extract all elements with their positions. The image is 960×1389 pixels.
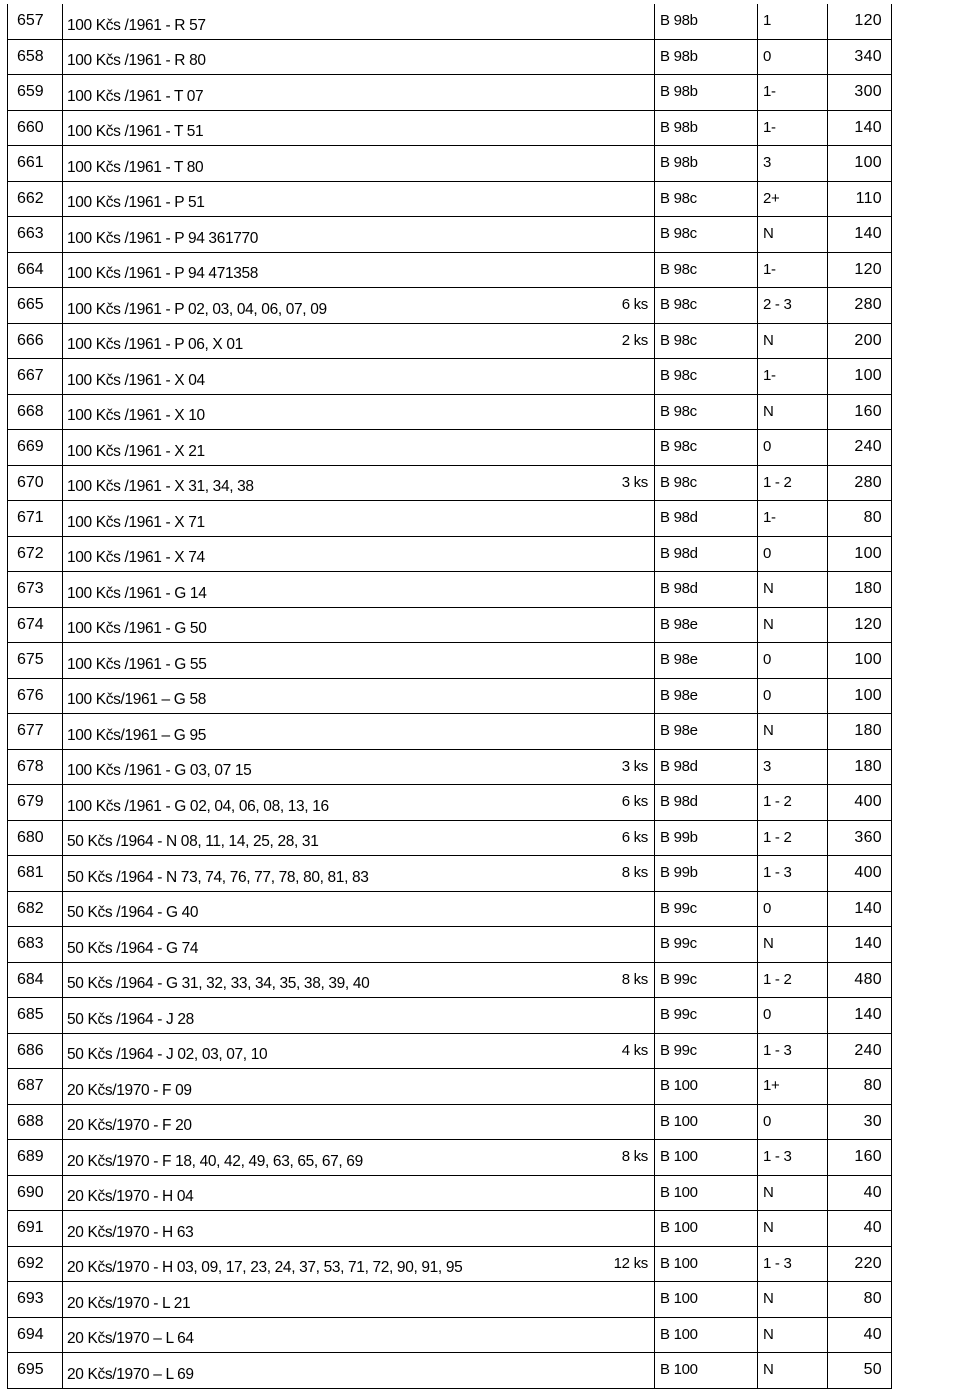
- lot-number: 695: [8, 1353, 63, 1388]
- table-row: [8, 750, 891, 786]
- catalog-number: B 99c: [654, 963, 757, 998]
- starting-price: 360: [827, 821, 891, 856]
- lot-number: 662: [8, 182, 63, 217]
- starting-price: 280: [827, 466, 891, 501]
- condition-grade: 1 - 2: [757, 466, 827, 501]
- catalog-number: B 98d: [654, 537, 757, 572]
- lot-number: 681: [8, 856, 63, 891]
- starting-price: 80: [827, 1282, 891, 1317]
- item-description: 100 Kčs /1961 - X 04: [67, 371, 205, 389]
- catalog-number: B 99c: [654, 998, 757, 1033]
- item-description: 100 Kčs /1961 - X 10: [67, 407, 205, 424]
- condition-grade: 1 - 3: [757, 1034, 827, 1069]
- condition-grade: 0: [757, 643, 827, 678]
- condition-grade: 0: [757, 998, 827, 1033]
- table-row: [8, 324, 891, 360]
- quantity: [590, 501, 654, 536]
- table-row: [8, 395, 891, 431]
- lot-number: 678: [8, 750, 63, 785]
- item-description: 100 Kčs /1961 - X 71: [67, 513, 205, 531]
- catalog-number: B 98d: [654, 572, 757, 607]
- table-row: [8, 608, 891, 644]
- condition-grade: 0: [757, 1105, 827, 1140]
- item-description: 20 Kčs/1970 - H 04: [67, 1188, 194, 1205]
- starting-price: 180: [827, 572, 891, 607]
- item-description: 100 Kčs /1961 - T 51: [67, 123, 204, 140]
- quantity: 2 ks: [621, 331, 648, 349]
- quantity: 8 ks: [621, 970, 648, 988]
- catalog-number: B 98b: [654, 4, 757, 39]
- quantity: 12 ks: [613, 1254, 648, 1272]
- condition-grade: N: [757, 395, 827, 430]
- starting-price: 120: [827, 253, 891, 288]
- table-row: [8, 1069, 891, 1105]
- quantity: [590, 679, 654, 714]
- table-row: [8, 1176, 891, 1212]
- lot-number: 682: [8, 892, 63, 927]
- catalog-number: B 98c: [654, 253, 757, 288]
- quantity: [590, 182, 654, 217]
- catalog-number: B 98e: [654, 679, 757, 714]
- quantity: [590, 892, 654, 927]
- condition-grade: 1 - 2: [757, 785, 827, 820]
- quantity: [590, 998, 654, 1033]
- starting-price: 340: [827, 40, 891, 75]
- starting-price: 80: [827, 1069, 891, 1104]
- condition-grade: N: [757, 324, 827, 359]
- condition-grade: 1 - 2: [757, 821, 827, 856]
- table-row: [8, 927, 891, 963]
- starting-price: 120: [827, 4, 891, 39]
- catalog-number: B 100: [654, 1353, 757, 1388]
- table-row: [8, 288, 891, 324]
- lot-number: 673: [8, 572, 63, 607]
- starting-price: 40: [827, 1211, 891, 1246]
- item-description: 20 Kčs/1970 - L 21: [67, 1294, 191, 1312]
- table-row: [8, 679, 891, 715]
- catalog-number: B 100: [654, 1176, 757, 1211]
- condition-grade: N: [757, 217, 827, 252]
- condition-grade: 1: [757, 4, 827, 39]
- starting-price: 240: [827, 430, 891, 465]
- quantity: [590, 4, 654, 39]
- item-description: 100 Kčs /1961 - G 50: [67, 620, 207, 637]
- table-row: [8, 1211, 891, 1247]
- lot-number: 684: [8, 963, 63, 998]
- item-description: 100 Kčs /1961 - P 51: [67, 194, 205, 211]
- starting-price: 140: [827, 111, 891, 146]
- item-description: 100 Kčs /1961 - X 31, 34, 38: [67, 478, 254, 495]
- item-description: 100 Kčs/1961 – G 95: [67, 726, 206, 744]
- lot-number: 686: [8, 1034, 63, 1069]
- catalog-number: B 98d: [654, 501, 757, 536]
- lot-number: 674: [8, 608, 63, 643]
- condition-grade: 1-: [757, 253, 827, 288]
- starting-price: 240: [827, 1034, 891, 1069]
- table-row: [8, 1140, 891, 1176]
- starting-price: 180: [827, 714, 891, 749]
- item-description: 100 Kčs /1961 - T 07: [67, 87, 204, 105]
- table-row: [8, 359, 891, 395]
- quantity: [590, 1318, 654, 1353]
- lot-number: 688: [8, 1105, 63, 1140]
- starting-price: 300: [827, 75, 891, 110]
- quantity: 3 ks: [621, 757, 648, 775]
- starting-price: 80: [827, 501, 891, 536]
- table-row: [8, 892, 891, 928]
- lot-number: 679: [8, 785, 63, 820]
- quantity: [590, 75, 654, 110]
- table-row: [8, 1318, 891, 1354]
- lot-number: 661: [8, 146, 63, 181]
- quantity: 6 ks: [621, 793, 648, 810]
- table-row: [8, 146, 891, 182]
- table-row: [8, 963, 891, 999]
- starting-price: 200: [827, 324, 891, 359]
- item-description: 100 Kčs /1961 - P 94 471358: [67, 265, 259, 282]
- item-description: 50 Kčs /1964 - J 02, 03, 07, 10: [67, 1046, 268, 1063]
- lot-number: 685: [8, 998, 63, 1033]
- quantity: 6 ks: [621, 296, 648, 313]
- condition-grade: N: [757, 1211, 827, 1246]
- starting-price: 50: [827, 1353, 891, 1388]
- condition-grade: N: [757, 714, 827, 749]
- item-description: 100 Kčs /1961 - G 03, 07 15: [67, 762, 252, 779]
- table-row: [8, 714, 891, 750]
- starting-price: 100: [827, 537, 891, 572]
- item-description: 50 Kčs /1964 - G 31, 32, 33, 34, 35, 38, 39, 40: [67, 975, 370, 992]
- item-description: 50 Kčs /1964 - G 74: [67, 939, 199, 957]
- item-description: 20 Kčs/1970 - F 09: [67, 1081, 192, 1099]
- lot-number: 671: [8, 501, 63, 536]
- catalog-number: B 98d: [654, 785, 757, 820]
- catalog-number: B 98c: [654, 324, 757, 359]
- lot-number: 658: [8, 40, 63, 75]
- starting-price: 140: [827, 927, 891, 962]
- condition-grade: 0: [757, 40, 827, 75]
- lot-number: 666: [8, 324, 63, 359]
- item-description: 100 Kčs /1961 - G 55: [67, 655, 207, 673]
- item-description: 100 Kčs /1961 - P 94 361770: [67, 229, 259, 247]
- catalog-number: B 100: [654, 1211, 757, 1246]
- quantity: [590, 927, 654, 962]
- lot-number: 692: [8, 1247, 63, 1282]
- catalog-number: B 99c: [654, 892, 757, 927]
- starting-price: 110: [827, 182, 891, 217]
- condition-grade: 1-: [757, 75, 827, 110]
- banknote-auction-table: [7, 4, 892, 1389]
- starting-price: 220: [827, 1247, 891, 1282]
- lot-number: 690: [8, 1176, 63, 1211]
- condition-grade: 1 - 2: [757, 963, 827, 998]
- table-row: [8, 4, 891, 40]
- starting-price: 400: [827, 785, 891, 820]
- table-row: [8, 572, 891, 608]
- starting-price: 120: [827, 608, 891, 643]
- table-row: [8, 217, 891, 253]
- catalog-number: B 98e: [654, 643, 757, 678]
- quantity: [590, 643, 654, 678]
- quantity: 8 ks: [621, 1148, 648, 1165]
- catalog-number: B 98b: [654, 75, 757, 110]
- starting-price: 140: [827, 998, 891, 1033]
- starting-price: 40: [827, 1176, 891, 1211]
- item-description: 100 Kčs /1961 - P 02, 03, 04, 06, 07, 09: [67, 300, 327, 318]
- lot-number: 672: [8, 537, 63, 572]
- table-row: [8, 821, 891, 857]
- condition-grade: 1 - 3: [757, 1140, 827, 1175]
- catalog-number: B 100: [654, 1247, 757, 1282]
- quantity: [590, 608, 654, 643]
- condition-grade: 2 - 3: [757, 288, 827, 323]
- condition-grade: N: [757, 1176, 827, 1211]
- table-row: [8, 1282, 891, 1318]
- lot-number: 683: [8, 927, 63, 962]
- lot-number: 670: [8, 466, 63, 501]
- quantity: [590, 1176, 654, 1211]
- quantity: 3 ks: [621, 473, 648, 491]
- condition-grade: N: [757, 1282, 827, 1317]
- lot-number: 693: [8, 1282, 63, 1317]
- condition-grade: 1-: [757, 111, 827, 146]
- starting-price: 100: [827, 679, 891, 714]
- catalog-number: B 100: [654, 1318, 757, 1353]
- starting-price: 140: [827, 892, 891, 927]
- lot-number: 659: [8, 75, 63, 110]
- catalog-number: B 98d: [654, 750, 757, 785]
- condition-grade: 0: [757, 537, 827, 572]
- item-description: 50 Kčs /1964 - N 08, 11, 14, 25, 28, 31: [67, 833, 319, 850]
- condition-grade: N: [757, 608, 827, 643]
- starting-price: 140: [827, 217, 891, 252]
- quantity: [590, 1282, 654, 1317]
- quantity: [590, 430, 654, 465]
- item-description: 100 Kčs /1961 - R 57: [67, 16, 206, 34]
- starting-price: 180: [827, 750, 891, 785]
- starting-price: 400: [827, 856, 891, 891]
- item-description: 20 Kčs/1970 - F 20: [67, 1117, 192, 1134]
- lot-number: 665: [8, 288, 63, 323]
- condition-grade: 1-: [757, 501, 827, 536]
- catalog-number: B 98b: [654, 146, 757, 181]
- lot-number: 664: [8, 253, 63, 288]
- lot-number: 675: [8, 643, 63, 678]
- quantity: [590, 395, 654, 430]
- quantity: 6 ks: [621, 828, 648, 846]
- catalog-number: B 98b: [654, 111, 757, 146]
- condition-grade: 1 - 3: [757, 856, 827, 891]
- item-description: 20 Kčs/1970 - H 03, 09, 17, 23, 24, 37, 53, 71, 72, 90, 91, 95: [67, 1259, 463, 1276]
- quantity: [590, 1353, 654, 1388]
- lot-number: 677: [8, 714, 63, 749]
- item-description: 20 Kčs/1970 - H 63: [67, 1223, 194, 1241]
- table-row: [8, 1105, 891, 1141]
- catalog-number: B 100: [654, 1140, 757, 1175]
- catalog-number: B 98e: [654, 608, 757, 643]
- quantity: [590, 714, 654, 749]
- starting-price: 40: [827, 1318, 891, 1353]
- item-description: 100 Kčs/1961 – G 58: [67, 691, 206, 708]
- condition-grade: N: [757, 927, 827, 962]
- catalog-number: B 99c: [654, 1034, 757, 1069]
- quantity: [590, 537, 654, 572]
- starting-price: 480: [827, 963, 891, 998]
- catalog-number: B 98c: [654, 217, 757, 252]
- table-row: [8, 111, 891, 147]
- quantity: [590, 1211, 654, 1246]
- starting-price: 280: [827, 288, 891, 323]
- item-description: 100 Kčs /1961 - X 21: [67, 442, 205, 460]
- starting-price: 100: [827, 146, 891, 181]
- item-description: 100 Kčs /1961 - X 74: [67, 549, 205, 566]
- condition-grade: N: [757, 1353, 827, 1388]
- table-row: [8, 537, 891, 573]
- quantity: [590, 1105, 654, 1140]
- table-row: [8, 466, 891, 502]
- catalog-number: B 98c: [654, 466, 757, 501]
- starting-price: 160: [827, 1140, 891, 1175]
- item-description: 100 Kčs /1961 - R 80: [67, 52, 206, 69]
- lot-number: 660: [8, 111, 63, 146]
- quantity: 8 ks: [621, 864, 648, 881]
- quantity: 4 ks: [621, 1041, 648, 1059]
- table-row: [8, 1353, 891, 1389]
- quantity: [590, 217, 654, 252]
- starting-price: 100: [827, 359, 891, 394]
- lot-number: 687: [8, 1069, 63, 1104]
- lot-number: 680: [8, 821, 63, 856]
- item-description: 100 Kčs /1961 - P 06, X 01: [67, 336, 243, 353]
- table-row: [8, 643, 891, 679]
- catalog-number: B 99c: [654, 927, 757, 962]
- catalog-number: B 98c: [654, 395, 757, 430]
- quantity: [590, 253, 654, 288]
- quantity: [590, 359, 654, 394]
- item-description: 20 Kčs/1970 - F 18, 40, 42, 49, 63, 65, 67, 69: [67, 1152, 363, 1170]
- condition-grade: 0: [757, 430, 827, 465]
- lot-number: 694: [8, 1318, 63, 1353]
- table-row: [8, 253, 891, 289]
- catalog-number: B 99b: [654, 821, 757, 856]
- item-description: 20 Kčs/1970 – L 69: [67, 1365, 194, 1383]
- item-description: 50 Kčs /1964 - J 28: [67, 1010, 194, 1028]
- catalog-number: B 98c: [654, 430, 757, 465]
- catalog-number: B 98c: [654, 359, 757, 394]
- quantity: [590, 40, 654, 75]
- table-row: [8, 40, 891, 76]
- condition-grade: 0: [757, 892, 827, 927]
- starting-price: 160: [827, 395, 891, 430]
- lot-number: 667: [8, 359, 63, 394]
- condition-grade: 3: [757, 750, 827, 785]
- item-description: 20 Kčs/1970 – L 64: [67, 1330, 194, 1347]
- lot-number: 669: [8, 430, 63, 465]
- lot-number: 657: [8, 4, 63, 39]
- table-row: [8, 1034, 891, 1070]
- item-description: 50 Kčs /1964 - G 40: [67, 904, 199, 921]
- condition-grade: 1+: [757, 1069, 827, 1104]
- table-row: [8, 430, 891, 466]
- catalog-number: B 98e: [654, 714, 757, 749]
- condition-grade: 3: [757, 146, 827, 181]
- condition-grade: N: [757, 1318, 827, 1353]
- catalog-number: B 100: [654, 1069, 757, 1104]
- lot-number: 663: [8, 217, 63, 252]
- table-row: [8, 998, 891, 1034]
- catalog-number: B 100: [654, 1282, 757, 1317]
- quantity: [590, 1069, 654, 1104]
- condition-grade: N: [757, 572, 827, 607]
- starting-price: 100: [827, 643, 891, 678]
- catalog-number: B 98c: [654, 288, 757, 323]
- condition-grade: 0: [757, 679, 827, 714]
- table-row: [8, 75, 891, 111]
- catalog-number: B 98c: [654, 182, 757, 217]
- table-row: [8, 1247, 891, 1283]
- lot-number: 689: [8, 1140, 63, 1175]
- item-description: 100 Kčs /1961 - G 02, 04, 06, 08, 13, 16: [67, 797, 329, 815]
- condition-grade: 2+: [757, 182, 827, 217]
- item-description: 100 Kčs /1961 - T 80: [67, 158, 204, 176]
- table-row: [8, 501, 891, 537]
- table-row: [8, 856, 891, 892]
- table-row: [8, 182, 891, 218]
- item-description: 50 Kčs /1964 - N 73, 74, 76, 77, 78, 80, 81, 83: [67, 868, 369, 886]
- catalog-number: B 98b: [654, 40, 757, 75]
- condition-grade: 1-: [757, 359, 827, 394]
- lot-number: 668: [8, 395, 63, 430]
- catalog-number: B 100: [654, 1105, 757, 1140]
- starting-price: 30: [827, 1105, 891, 1140]
- lot-number: 691: [8, 1211, 63, 1246]
- lot-number: 676: [8, 679, 63, 714]
- catalog-number: B 99b: [654, 856, 757, 891]
- item-description: 100 Kčs /1961 - G 14: [67, 584, 207, 602]
- table-row: [8, 785, 891, 821]
- quantity: [590, 111, 654, 146]
- quantity: [590, 572, 654, 607]
- quantity: [590, 146, 654, 181]
- condition-grade: 1 - 3: [757, 1247, 827, 1282]
